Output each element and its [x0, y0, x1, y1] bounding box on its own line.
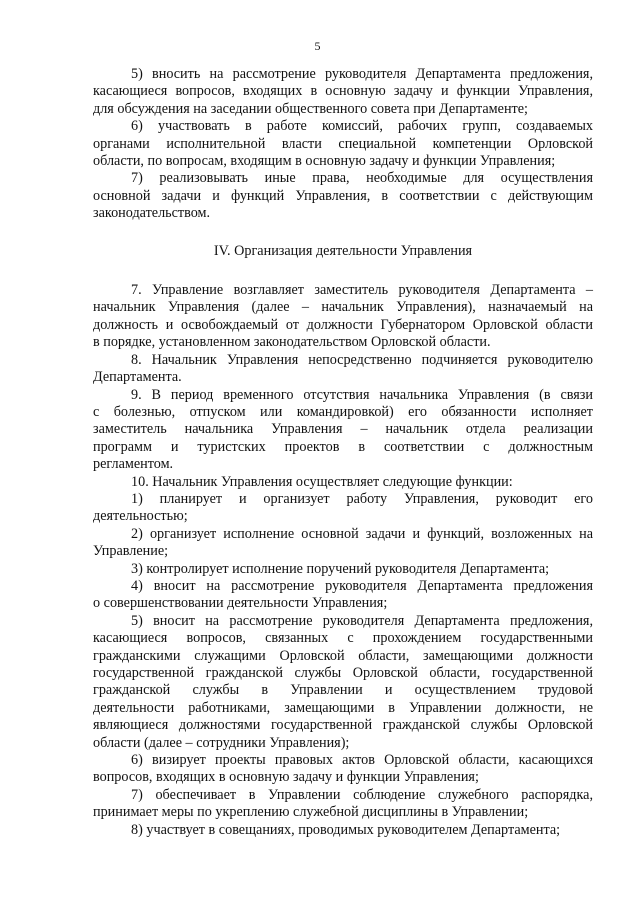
text-line: 9. В период временного отсутствия начальника Управления (в связи — [131, 386, 593, 403]
rights-paragraph — [93, 66, 593, 118]
text-line: 7) реализовывать иные права, необходимые для осуществления — [131, 170, 593, 187]
text-line: 5) вносить на рассмотрение руководителя Департамента предложения, — [131, 66, 593, 82]
organization-paragraph — [93, 491, 593, 526]
text-line: для обсуждения на заседании общественного совета при Департаменте; — [93, 100, 528, 117]
organization-paragraph — [93, 352, 593, 387]
text-line: деятельностью; — [93, 508, 188, 525]
text-line: в порядке, установленном законодательством Орловской области. — [93, 334, 491, 351]
text-line: деятельности работниками, замещающими в Управлении должности, не — [93, 699, 593, 716]
organization-paragraph — [93, 787, 593, 822]
text-line: органами исполнительной власти специальной компетенции Орловской — [93, 135, 593, 152]
text-line: должность и освобождаемый от должности Губернатором Орловской области — [93, 316, 593, 333]
organization-paragraph — [93, 526, 593, 561]
document-body — [93, 66, 593, 839]
text-line: Департамента. — [93, 369, 182, 386]
text-line: 7. Управление возглавляет заместитель руководителя Департамента – — [131, 282, 593, 299]
text-line: являющиеся должностями государственной гражданской службы Орловской — [93, 717, 593, 734]
text-line: 8) участвует в совещаниях, проводимых руководителем Департамента; — [131, 821, 561, 838]
text-line: Управление; — [93, 543, 169, 560]
text-line: о совершенствовании деятельности Управления; — [93, 595, 388, 612]
organization-paragraph — [93, 613, 593, 752]
text-line: государственной гражданской службы Орловской области, государственной — [93, 665, 593, 681]
organization-paragraph — [93, 387, 593, 474]
rights-paragraph — [93, 118, 593, 170]
text-line: касающиеся вопросов, связанных с прохождением государственными — [93, 630, 593, 647]
text-line: 7) обеспечивает в Управлении соблюдение служебного распорядка, — [131, 786, 593, 803]
text-line: 6) участвовать в работе комиссий, рабочих групп, создаваемых — [131, 118, 593, 135]
text-line: заместитель начальника Управления – начальник отдела реализации — [93, 421, 593, 438]
text-line: законодательством. — [93, 205, 211, 222]
organization-paragraph — [93, 282, 593, 352]
text-line: 3) контролирует исполнение поручений руководителя Департамента; — [131, 560, 550, 577]
text-line: 5) вносит на рассмотрение руководителя Департамента предложения, — [131, 612, 593, 629]
text-line: 2) организует исполнение основной задачи и функций, возложенных на — [131, 525, 593, 542]
text-line: 6) визирует проекты правовых актов Орловской области, касающихся — [131, 752, 593, 769]
page-number: 5 — [314, 39, 321, 53]
organization-paragraph — [93, 578, 593, 613]
rights-list — [93, 66, 593, 223]
text-line: программ и туристских проектов в соответствии с должностным — [93, 438, 593, 455]
text-line: области (далее – сотрудники Управления); — [93, 734, 350, 751]
text-line: 8. Начальник Управления непосредственно подчиняется руководителю — [131, 351, 593, 368]
rights-paragraph — [93, 170, 593, 222]
organization-paragraph — [93, 474, 593, 491]
text-line: регламентом. — [93, 456, 174, 473]
organization-paragraph — [93, 561, 593, 578]
text-line: основной задачи и функций Управления, в соответствии с действующим — [93, 187, 593, 204]
text-line: 1) планирует и организует работу Управления, руководит его — [131, 490, 593, 507]
text-line: области, по вопросам, входящим в основную задачу и функции Управления; — [93, 153, 556, 170]
text-line: принимает меры по укреплению служебной дисциплины в Управлении; — [93, 804, 529, 821]
text-line: гражданской службы в Управлении и осуществлением трудовой — [93, 682, 593, 699]
text-line: начальник Управления (далее – начальник Управления), назначаемый на — [93, 299, 593, 316]
text-line: гражданскими служащими Орловской области, замещающими должности — [93, 647, 593, 664]
text-line: с болезнью, отпуском или командировкой) его обязанности исполняет — [93, 403, 593, 420]
organization-paragraph — [93, 752, 593, 787]
text-line: вопросов, входящих в основную задачу и функции Управления; — [93, 769, 479, 786]
text-line: 10. Начальник Управления осуществляет следующие функции: — [131, 473, 513, 490]
organization-section — [93, 282, 593, 839]
text-line: 4) вносит на рассмотрение руководителя Департамента предложения — [131, 577, 593, 594]
section-heading: IV. Организация деятельности Управления — [213, 242, 473, 259]
text-line: касающиеся вопросов, входящих в основную задачу и функции Управления, — [93, 83, 593, 100]
organization-paragraph — [93, 822, 593, 839]
